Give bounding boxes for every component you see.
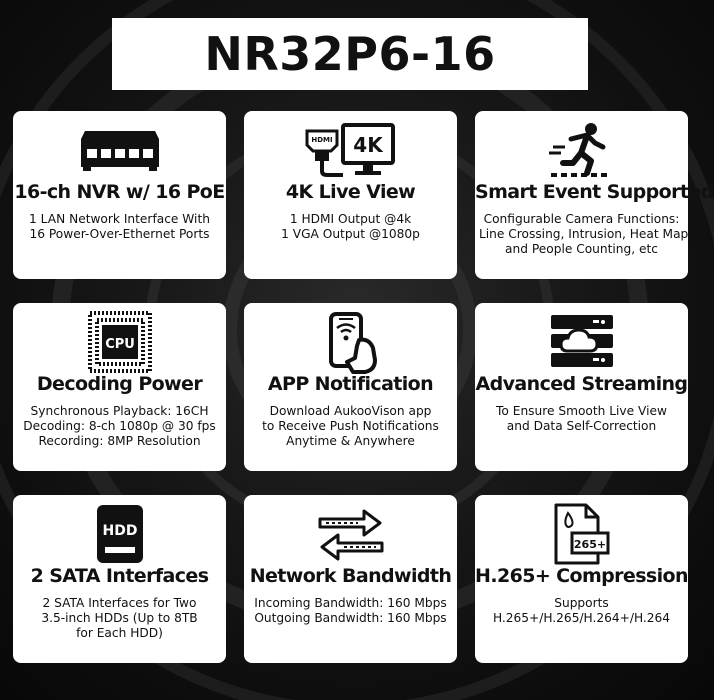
bidirectional-arrows-icon (316, 505, 386, 563)
hdd-icon (95, 503, 145, 565)
feature-description (17, 212, 222, 242)
title-banner (112, 18, 588, 90)
feature-card-poe (13, 111, 226, 279)
description-line: 3.5-inch HDDs (Up to 8TB (41, 611, 198, 625)
description-line: and Data Self-Correction (506, 419, 657, 433)
feature-description (479, 596, 684, 626)
feature-card-app-notification (244, 303, 457, 471)
description-line: Outgoing Bandwidth: 160 Mbps (254, 611, 447, 625)
cpu-label: CPU (104, 337, 135, 352)
feature-title: Smart Event Supported (475, 181, 714, 203)
feature-title: Network Bandwidth (249, 565, 452, 587)
description-line: to Receive Push Notifications (262, 419, 439, 433)
description-line: Download AukooVison app (269, 404, 432, 418)
description-line: Incoming Bandwidth: 160 Mbps (254, 596, 447, 610)
description-line: for Each HDD) (76, 626, 163, 640)
feature-title: APP Notification (267, 373, 434, 395)
description-line: Anytime & Anywhere (286, 434, 415, 448)
hdd-label: HDD (102, 523, 137, 539)
feature-description (248, 596, 453, 626)
feature-description (248, 212, 453, 242)
4k-label: 4K (352, 133, 383, 157)
feature-title: 16-ch NVR w/ 16 PoE (14, 181, 225, 203)
description-line: Decoding: 8-ch 1080p @ 30 fps (23, 419, 216, 433)
feature-description (479, 212, 693, 257)
description-line: 1 VGA Output @1080p (281, 227, 420, 241)
description-line: Line Crossing, Intrusion, Heat Map, (479, 227, 693, 241)
h265-file-icon (552, 503, 612, 565)
feature-card-streaming (475, 303, 688, 471)
feature-title: 4K Live View (285, 181, 416, 203)
feature-card-sata (13, 495, 226, 663)
feature-description (17, 404, 222, 449)
network-switch-icon (79, 127, 161, 173)
feature-card-decoding (13, 303, 226, 471)
feature-card-4k (244, 111, 457, 279)
feature-title: Advanced Streaming (475, 373, 688, 395)
description-line: 2 SATA Interfaces for Two (42, 596, 197, 610)
feature-title: 2 SATA Interfaces (30, 565, 209, 587)
cpu-chip-icon (88, 311, 152, 373)
feature-card-compression (475, 495, 688, 663)
description-line: Supports (554, 596, 609, 610)
phone-notification-icon (321, 310, 381, 374)
feature-card-smart-event (475, 111, 714, 279)
hdmi-label: HDMI (310, 136, 333, 144)
feature-title: H.265+ Compression (475, 565, 688, 587)
description-line: To Ensure Smooth Live View (496, 404, 667, 418)
description-line: Synchronous Playback: 16CH (30, 404, 209, 418)
running-person-icon (547, 121, 617, 179)
description-line: and People Counting, etc (505, 242, 658, 256)
hdmi-4k-monitor-icon (303, 121, 399, 179)
product-model-title: NR32P6-16 (204, 27, 496, 81)
feature-description (248, 404, 453, 449)
feature-description (479, 404, 684, 434)
description-line: 16 Power-Over-Ethernet Ports (29, 227, 210, 241)
cloud-server-icon (547, 313, 617, 371)
description-line: H.265+/H.265/H.264+/H.264 (492, 611, 671, 625)
description-line: Configurable Camera Functions: (483, 212, 680, 226)
h265-label: 265+ (573, 538, 606, 551)
feature-card-bandwidth (244, 495, 457, 663)
feature-title: Decoding Power (36, 373, 203, 395)
description-line: Recording: 8MP Resolution (38, 434, 201, 448)
description-line: 1 LAN Network Interface With (29, 212, 210, 226)
feature-description (17, 596, 222, 641)
description-line: 1 HDMI Output @4k (289, 212, 412, 226)
